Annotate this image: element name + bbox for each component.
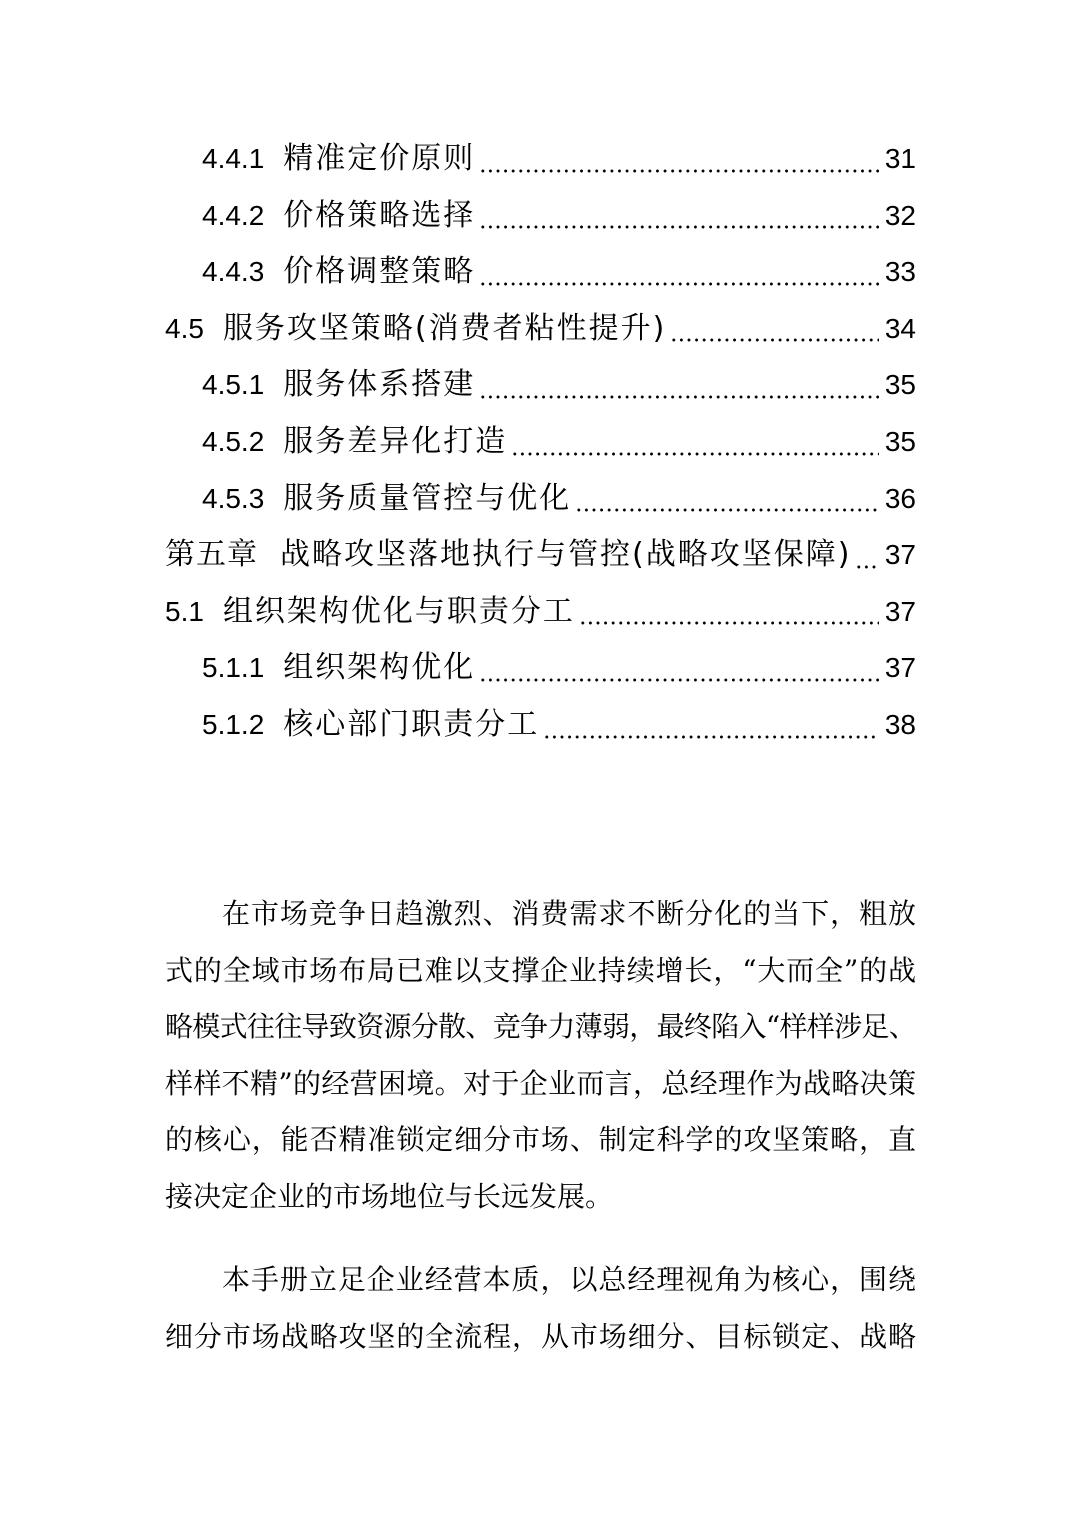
paragraph-line: 细分市场战略攻坚的全流程，从市场细分、目标锁定、战略 — [165, 1319, 916, 1353]
intro-paragraph — [165, 1252, 916, 1365]
toc-entry[interactable] — [165, 640, 916, 697]
toc-entry-title: 精准定价原则 — [283, 141, 476, 176]
toc-entry-page: 38 — [884, 708, 916, 740]
toc-entry-number: 4.4.2 — [202, 199, 265, 231]
paragraph-line: 略模式往往导致资源分散、竞争力薄弱，最终陷入“样样涉足、 — [165, 1010, 916, 1044]
toc-entry-page: 37 — [884, 595, 916, 627]
toc-entry-page: 35 — [884, 425, 916, 457]
toc-entry-page: 35 — [884, 369, 916, 401]
toc-entry-title: 服务质量管控与优化 — [283, 480, 572, 516]
intro-text — [165, 886, 916, 1392]
toc-dot-leader — [479, 357, 879, 414]
toc-entry-title: 价格策略选择 — [283, 197, 476, 233]
toc-entry-number: 5.1.2 — [202, 708, 265, 740]
table-of-contents — [165, 131, 916, 754]
paragraph-line: 接决定企业的市场地位与长远发展。 — [165, 1179, 614, 1213]
toc-entry-number: 4.5.1 — [202, 369, 265, 401]
toc-entry-number: 4.5.2 — [202, 425, 265, 457]
toc-dot-leader — [575, 471, 879, 528]
toc-entry-title: 价格调整策略 — [283, 254, 476, 290]
toc-entry[interactable] — [165, 244, 916, 301]
toc-chapter-title: 战略攻坚落地执行与管控(战略攻坚保障) — [280, 537, 852, 573]
toc-entry[interactable] — [165, 414, 916, 471]
toc-entry-title: 组织架构优化 — [283, 650, 476, 686]
toc-entry[interactable] — [165, 301, 916, 358]
toc-entry-number: 4.5 — [165, 312, 204, 344]
paragraph-line: 本手册立足企业经营本质，以总经理视角为核心，围绕 — [222, 1262, 916, 1296]
toc-dot-leader — [579, 584, 879, 641]
toc-entry-title: 核心部门职责分工 — [283, 706, 540, 742]
toc-dot-leader — [479, 640, 879, 697]
toc-dot-leader — [855, 527, 878, 584]
toc-entry-title: 服务攻坚策略(消费者粘性提升) — [222, 310, 667, 346]
paragraph-line: 在市场竞争日趋激烈、消费需求不断分化的当下，粗放 — [222, 897, 916, 930]
paragraph-line: 样样不精”的经营困境。对于企业而言，总经理作为战略决策 — [165, 1066, 916, 1100]
toc-entry-page: 34 — [884, 312, 916, 344]
toc-entry-page: 31 — [884, 143, 916, 174]
paragraph-line: 式的全域市场布局已难以支撑企业持续增长，“大而全”的战 — [165, 953, 916, 987]
intro-paragraph — [165, 886, 916, 1226]
toc-entry-title: 组织架构优化与职责分工 — [222, 593, 575, 629]
paragraph-line: 的核心，能否精准锁定细分市场、制定科学的攻坚策略，直 — [165, 1123, 916, 1157]
toc-entry[interactable] — [165, 188, 916, 245]
toc-entry-number: 4.5.3 — [202, 482, 265, 514]
toc-entry-page: 37 — [884, 652, 916, 684]
toc-dot-leader — [543, 697, 879, 754]
toc-entry-page: 33 — [884, 256, 916, 288]
toc-entry[interactable] — [165, 471, 916, 528]
toc-dot-leader — [479, 188, 879, 245]
toc-chapter-entry[interactable] — [165, 527, 916, 584]
toc-chapter-number: 第五章 — [165, 537, 258, 573]
toc-entry-page: 32 — [884, 199, 916, 231]
toc-dot-leader — [670, 301, 878, 358]
toc-entry-title: 服务体系搭建 — [283, 367, 476, 403]
toc-entry-title: 服务差异化打造 — [283, 423, 508, 459]
toc-entry[interactable] — [165, 697, 916, 754]
toc-entry[interactable] — [165, 584, 916, 641]
toc-entry-page: 37 — [884, 539, 916, 571]
toc-dot-leader — [511, 414, 879, 471]
toc-entry[interactable] — [165, 357, 916, 414]
toc-entry-number: 5.1 — [165, 595, 204, 627]
toc-dot-leader — [479, 131, 879, 188]
toc-entry-number: 4.4.1 — [202, 143, 265, 174]
toc-entry-page: 36 — [884, 482, 916, 514]
toc-entry[interactable] — [165, 131, 916, 188]
toc-dot-leader — [479, 244, 879, 301]
toc-entry-number: 5.1.1 — [202, 652, 265, 684]
toc-entry-number: 4.4.3 — [202, 256, 265, 288]
